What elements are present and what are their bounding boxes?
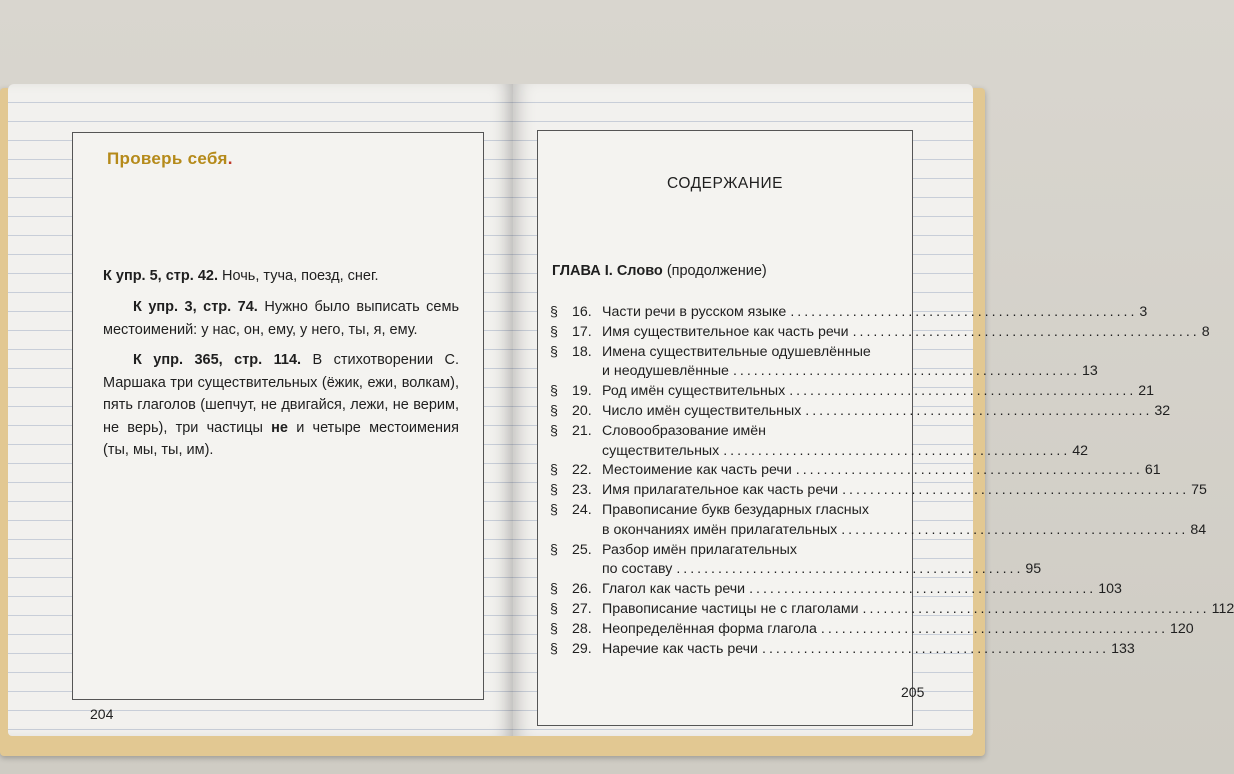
section-number: 29. — [572, 640, 592, 657]
answer-2 — [103, 296, 459, 341]
toc-page-number: 8 — [1201, 323, 1210, 340]
answer-text: В стихотворении С. Маршака три существительных (ёжик, ежи, волкам), пять глаголов (шепчут, не двигайся, лежи, не верим, не верь), три частицы — [103, 352, 459, 436]
leader-dots: .................................................. — [732, 363, 1081, 380]
section-sign: § — [550, 600, 558, 617]
toc-entry — [550, 303, 1148, 323]
section-number: 17. — [572, 323, 592, 340]
answer-text: и четыре местоимения (ты, мы, ты, им). — [103, 419, 459, 458]
particle-word: не — [271, 419, 288, 436]
leader-dots: .................................................. — [805, 402, 1153, 419]
toc-page-number: 3 — [1139, 304, 1148, 320]
toc-entry — [550, 402, 1171, 422]
toc-entry-title: и неодушевлённые — [602, 363, 729, 380]
toc-page-number: 13 — [1082, 363, 1098, 380]
toc-entry-title: Имена существительные одушевлённые — [602, 343, 871, 360]
toc-entry-title: Глагол как часть речи — [602, 581, 746, 598]
toc-entry-title: Наречие как часть речи — [602, 640, 758, 657]
leader-dots: .................................................. — [842, 482, 1190, 499]
section-sign: § — [550, 620, 558, 637]
toc-entry-title: Имя прилагательное как часть речи — [602, 482, 839, 499]
toc-entry — [550, 640, 1135, 660]
section-number: 24. — [572, 501, 592, 518]
answer-text: Ночь, туча, поезд, снег. — [222, 268, 379, 284]
toc-entry — [550, 343, 1098, 383]
section-sign: § — [550, 482, 558, 499]
section-sign: § — [550, 402, 558, 419]
toc-entry-title: Неопределённая форма глагола — [602, 620, 817, 637]
check-yourself-panel — [72, 132, 484, 700]
toc-page-number: 32 — [1154, 402, 1171, 419]
toc-page-number: 112 — [1211, 600, 1234, 617]
section-number: 25. — [572, 541, 592, 558]
toc-entry — [550, 580, 1122, 600]
toc-entry — [550, 600, 1234, 620]
contents-panel — [537, 130, 1234, 726]
section-number: 28. — [572, 620, 592, 637]
toc-entry — [550, 323, 1210, 343]
toc-page-number: 42 — [1072, 442, 1089, 459]
section-number: 19. — [572, 383, 592, 400]
toc-entry — [550, 461, 1161, 481]
leader-dots: .................................................. — [790, 304, 1138, 320]
section-number: 23. — [572, 482, 592, 499]
leader-dots: .................................................. — [723, 442, 1071, 459]
toc-page-number: 120 — [1170, 620, 1194, 637]
section-sign: § — [550, 541, 558, 558]
leader-dots: .................................................. — [862, 600, 1210, 617]
toc-entry-title: Правописание букв безударных гласных — [602, 501, 869, 518]
leader-dots: .................................................. — [789, 383, 1137, 400]
section-sign: § — [550, 323, 558, 340]
toc-entry — [550, 422, 1089, 462]
leader-dots: .................................................. — [820, 620, 1169, 637]
toc-entry — [550, 382, 1155, 402]
answer-ref: К упр. 3, стр. 74. — [133, 299, 258, 315]
toc-entry-title: Части речи в русском языке — [602, 304, 787, 320]
section-sign: § — [550, 640, 558, 657]
toc-entry-title: Правописание частицы не с глаголами — [602, 600, 859, 617]
leader-dots: .................................................. — [795, 462, 1143, 479]
toc-entry-title: Разбор имён прилагательных — [602, 541, 797, 558]
section-sign: § — [550, 462, 558, 479]
page-number-left: 204 — [90, 706, 114, 722]
toc-entry-title: существительных — [602, 442, 720, 459]
section-number: 16. — [572, 304, 592, 320]
toc-page-number: 61 — [1144, 462, 1161, 479]
section-number: 18. — [572, 343, 592, 360]
check-yourself-heading: Проверь себя. — [107, 149, 233, 168]
toc-entry-title: по составу — [602, 561, 673, 578]
leader-dots: .................................................. — [852, 323, 1200, 340]
toc-page-number: 84 — [1190, 521, 1207, 538]
toc-entry-title: Имя существительное как часть речи — [602, 323, 849, 340]
toc-entry — [550, 481, 1207, 501]
section-number: 21. — [572, 422, 592, 439]
section-number: 27. — [572, 600, 592, 617]
section-sign: § — [550, 501, 558, 518]
section-sign: § — [550, 422, 558, 439]
toc-entry — [550, 501, 1207, 541]
toc-page-number: 133 — [1111, 640, 1135, 657]
right-page — [513, 84, 1234, 736]
leader-dots: .................................................. — [841, 521, 1189, 538]
answer-text: Нужно было выписать семь местоимений: у нас, он, ему, у него, ты, я, ему. — [103, 299, 459, 338]
section-sign: § — [550, 581, 558, 598]
toc-page-number: 103 — [1098, 581, 1122, 598]
toc-entry — [550, 541, 1042, 581]
left-page — [8, 84, 513, 736]
toc-entry-title: Род имён существительных — [602, 383, 786, 400]
chapter-heading: ГЛАВА I. Слово (продолжение) — [552, 263, 767, 279]
section-sign: § — [550, 383, 558, 400]
section-number: 26. — [572, 581, 592, 598]
leader-dots: .................................................. — [749, 581, 1097, 598]
toc-page-number: 21 — [1138, 383, 1155, 400]
answer-3 — [103, 349, 459, 462]
section-number: 20. — [572, 402, 592, 419]
section-number: 22. — [572, 462, 592, 479]
toc-page-number: 95 — [1025, 561, 1042, 578]
answer-ref: К упр. 5, стр. 42. — [103, 268, 218, 284]
toc-page-number: 75 — [1191, 482, 1207, 499]
page-number-right: 205 — [901, 684, 925, 700]
leader-dots: .................................................. — [762, 640, 1110, 657]
contents-title: СОДЕРЖАНИЕ — [667, 175, 783, 192]
toc-entry — [550, 620, 1194, 640]
answer-ref: К упр. 365, стр. 114. — [133, 352, 302, 368]
table-of-contents — [550, 303, 1234, 659]
leader-dots: .................................................. — [676, 561, 1024, 578]
section-sign: § — [550, 304, 558, 320]
toc-entry-title: Местоимение как часть речи — [602, 462, 792, 479]
toc-entry-title: в окончаниях имён прилагательных — [602, 521, 838, 538]
toc-entry-title: Словообразование имён — [602, 422, 766, 439]
answer-1 — [103, 265, 459, 288]
section-sign: § — [550, 343, 558, 360]
toc-entry-title: Число имён существительных — [602, 402, 802, 419]
